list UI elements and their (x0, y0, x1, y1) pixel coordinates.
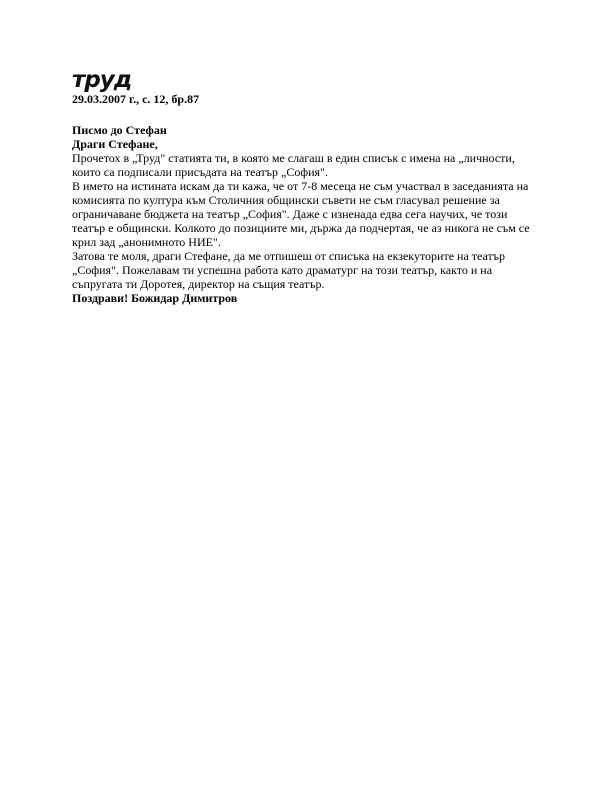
publication-dateline: 29.03.2007 г., с. 12, бр.87 (72, 92, 200, 106)
letter-greeting: Драги Стефане, (72, 137, 158, 151)
letter-paragraph: Затова те моля, драги Стефане, да ме отпишеш от списъка на екзекуторите на театър „София". Пожелавам ти успешна работа като драматург на този театър, както и на съпругата ти Доротея, директор на същия театър. (72, 249, 505, 291)
logo-lettering: труд (72, 67, 132, 92)
letter-paragraph: В името на истината искам да ти кажа, че от 7-8 месеца не съм участвал в заседанията на комисията по култура към Столичния общински съвети не съм гласувал решение за ограничаване бюджета на театър „София". Даже с изненада едва сега научих, че този театър е общински. Колкото до позициите ми, държа да подчертая, че аз никога не съм се крил зад „анонимното НИЕ". (72, 179, 530, 249)
article-page (72, 66, 542, 305)
letter-paragraph: Прочетох в „Труд" статията ти, в която ме слагаш в един списък с имена на „личности, които са подписали присъдата на театър „София". (72, 151, 515, 179)
trud-logo (72, 66, 138, 92)
letter-signoff: Поздрави! Божидар Димитров (72, 291, 238, 305)
spacer (72, 106, 542, 123)
letter-title: Писмо до Стефан (72, 123, 167, 137)
